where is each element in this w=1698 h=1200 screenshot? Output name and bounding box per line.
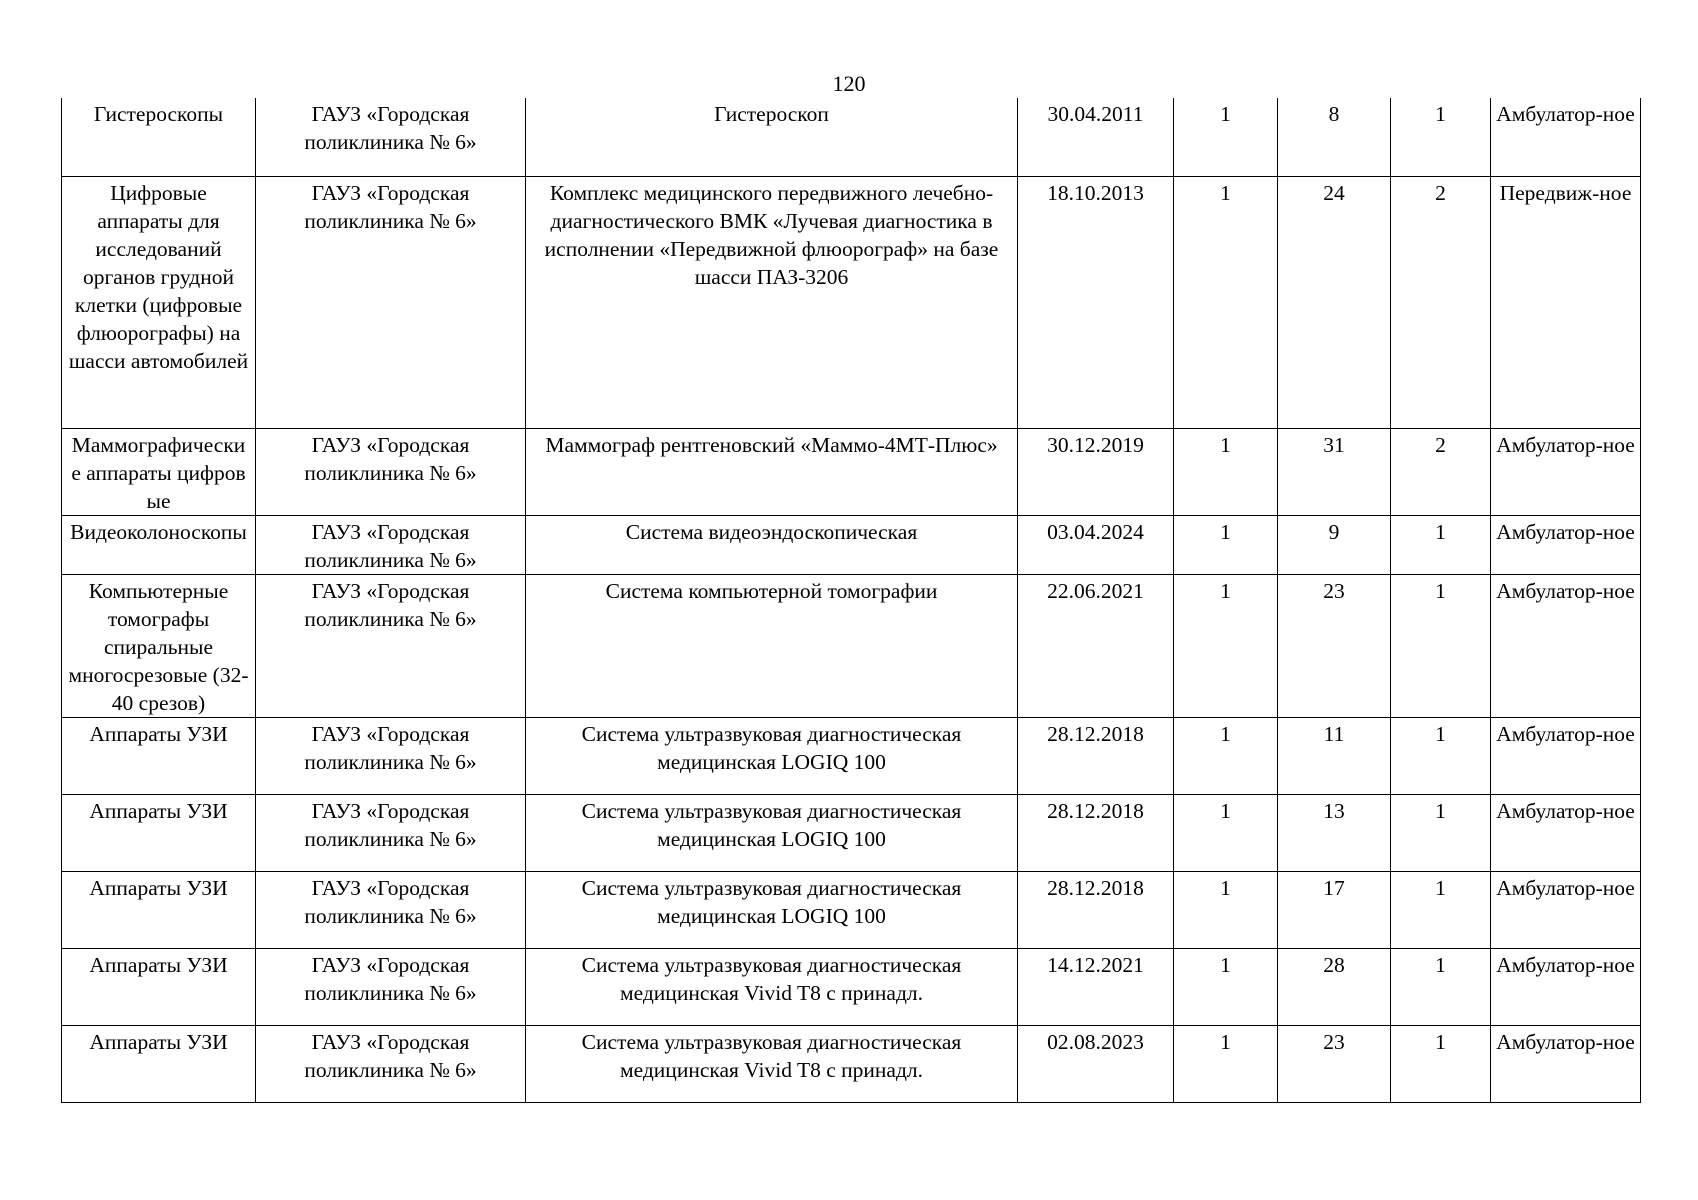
organization-cell: ГАУЗ «Городская поликлиника № 6»	[256, 871, 526, 948]
organization-cell: ГАУЗ «Городская поликлиника № 6»	[256, 98, 526, 176]
quantity-cell: 1	[1174, 515, 1278, 574]
equipment-type-cell: Видеоколоноскопы	[62, 515, 256, 574]
equipment-table	[61, 98, 1641, 1103]
equipment-name-cell: Система ультразвуковая диагностическая медицинская LOGIQ 100	[526, 794, 1018, 871]
mode-cell: Амбулатор-ное	[1491, 717, 1641, 794]
table-row	[62, 794, 1641, 871]
count-cell: 13	[1278, 794, 1391, 871]
shift-cell: 1	[1391, 98, 1491, 176]
shift-cell: 1	[1391, 948, 1491, 1025]
organization-cell: ГАУЗ «Городская поликлиника № 6»	[256, 717, 526, 794]
mode-cell: Амбулатор-ное	[1491, 1025, 1641, 1102]
date-cell: 22.06.2021	[1018, 574, 1174, 717]
date-cell: 28.12.2018	[1018, 871, 1174, 948]
equipment-type-cell: Цифровые аппараты для исследований органов грудной клетки (цифровые флюорографы) на шасси автомобилей	[62, 176, 256, 428]
count-cell: 31	[1278, 428, 1391, 515]
equipment-type-cell: Маммографические аппараты цифровые	[62, 428, 256, 515]
date-cell: 14.12.2021	[1018, 948, 1174, 1025]
equipment-name-cell: Маммограф рентгеновский «Маммо-4МТ-Плюс»	[526, 428, 1018, 515]
table-row	[62, 1025, 1641, 1102]
equipment-type-cell: Аппараты УЗИ	[62, 794, 256, 871]
table-row	[62, 98, 1641, 176]
date-cell: 02.08.2023	[1018, 1025, 1174, 1102]
quantity-cell: 1	[1174, 574, 1278, 717]
equipment-type-cell: Аппараты УЗИ	[62, 948, 256, 1025]
organization-cell: ГАУЗ «Городская поликлиника № 6»	[256, 948, 526, 1025]
quantity-cell: 1	[1174, 948, 1278, 1025]
table-row	[62, 574, 1641, 717]
shift-cell: 1	[1391, 717, 1491, 794]
quantity-cell: 1	[1174, 428, 1278, 515]
organization-cell: ГАУЗ «Городская поликлиника № 6»	[256, 574, 526, 717]
shift-cell: 1	[1391, 515, 1491, 574]
mode-cell: Амбулатор-ное	[1491, 871, 1641, 948]
table-row	[62, 515, 1641, 574]
equipment-type-cell: Аппараты УЗИ	[62, 871, 256, 948]
equipment-name-cell: Система ультразвуковая диагностическая медицинская LOGIQ 100	[526, 871, 1018, 948]
quantity-cell: 1	[1174, 1025, 1278, 1102]
date-cell: 28.12.2018	[1018, 717, 1174, 794]
equipment-type-cell: Компьютерные томографы спиральные многосрезовые (32-40 срезов)	[62, 574, 256, 717]
table-row	[62, 717, 1641, 794]
count-cell: 8	[1278, 98, 1391, 176]
mode-cell: Амбулатор-ное	[1491, 515, 1641, 574]
shift-cell: 2	[1391, 428, 1491, 515]
quantity-cell: 1	[1174, 717, 1278, 794]
date-cell: 28.12.2018	[1018, 794, 1174, 871]
table-row	[62, 948, 1641, 1025]
date-cell: 30.12.2019	[1018, 428, 1174, 515]
mode-cell: Передвиж-ное	[1491, 176, 1641, 428]
shift-cell: 2	[1391, 176, 1491, 428]
equipment-type-cell: Аппараты УЗИ	[62, 1025, 256, 1102]
mode-cell: Амбулатор-ное	[1491, 428, 1641, 515]
count-cell: 9	[1278, 515, 1391, 574]
table-row	[62, 176, 1641, 428]
quantity-cell: 1	[1174, 176, 1278, 428]
table-row	[62, 428, 1641, 515]
date-cell: 30.04.2011	[1018, 98, 1174, 176]
organization-cell: ГАУЗ «Городская поликлиника № 6»	[256, 428, 526, 515]
equipment-type-cell: Гистероскопы	[62, 98, 256, 176]
mode-cell: Амбулатор-ное	[1491, 948, 1641, 1025]
date-cell: 18.10.2013	[1018, 176, 1174, 428]
equipment-type-cell: Аппараты УЗИ	[62, 717, 256, 794]
mode-cell: Амбулатор-ное	[1491, 98, 1641, 176]
equipment-name-cell: Система видеоэндоскопическая	[526, 515, 1018, 574]
date-cell: 03.04.2024	[1018, 515, 1174, 574]
page-number: 120	[832, 71, 866, 96]
equipment-name-cell: Комплекс медицинского передвижного лечебно-диагностического ВМК «Лучевая диагностика в исполнении «Передвижной флюорограф» на базе шасси ПАЗ-3206	[526, 176, 1018, 428]
organization-cell: ГАУЗ «Городская поликлиника № 6»	[256, 794, 526, 871]
equipment-name-cell: Система ультразвуковая диагностическая медицинская Vivid T8 с принадл.	[526, 948, 1018, 1025]
shift-cell: 1	[1391, 794, 1491, 871]
shift-cell: 1	[1391, 574, 1491, 717]
count-cell: 23	[1278, 1025, 1391, 1102]
equipment-name-cell: Система компьютерной томографии	[526, 574, 1018, 717]
organization-cell: ГАУЗ «Городская поликлиника № 6»	[256, 176, 526, 428]
quantity-cell: 1	[1174, 98, 1278, 176]
quantity-cell: 1	[1174, 794, 1278, 871]
count-cell: 17	[1278, 871, 1391, 948]
table-row	[62, 871, 1641, 948]
count-cell: 11	[1278, 717, 1391, 794]
equipment-name-cell: Система ультразвуковая диагностическая медицинская LOGIQ 100	[526, 717, 1018, 794]
organization-cell: ГАУЗ «Городская поликлиника № 6»	[256, 515, 526, 574]
mode-cell: Амбулатор-ное	[1491, 574, 1641, 717]
organization-cell: ГАУЗ «Городская поликлиника № 6»	[256, 1025, 526, 1102]
count-cell: 24	[1278, 176, 1391, 428]
equipment-name-cell: Система ультразвуковая диагностическая медицинская Vivid T8 с принадл.	[526, 1025, 1018, 1102]
count-cell: 23	[1278, 574, 1391, 717]
shift-cell: 1	[1391, 871, 1491, 948]
quantity-cell: 1	[1174, 871, 1278, 948]
equipment-name-cell: Гистероскоп	[526, 98, 1018, 176]
count-cell: 28	[1278, 948, 1391, 1025]
shift-cell: 1	[1391, 1025, 1491, 1102]
mode-cell: Амбулатор-ное	[1491, 794, 1641, 871]
